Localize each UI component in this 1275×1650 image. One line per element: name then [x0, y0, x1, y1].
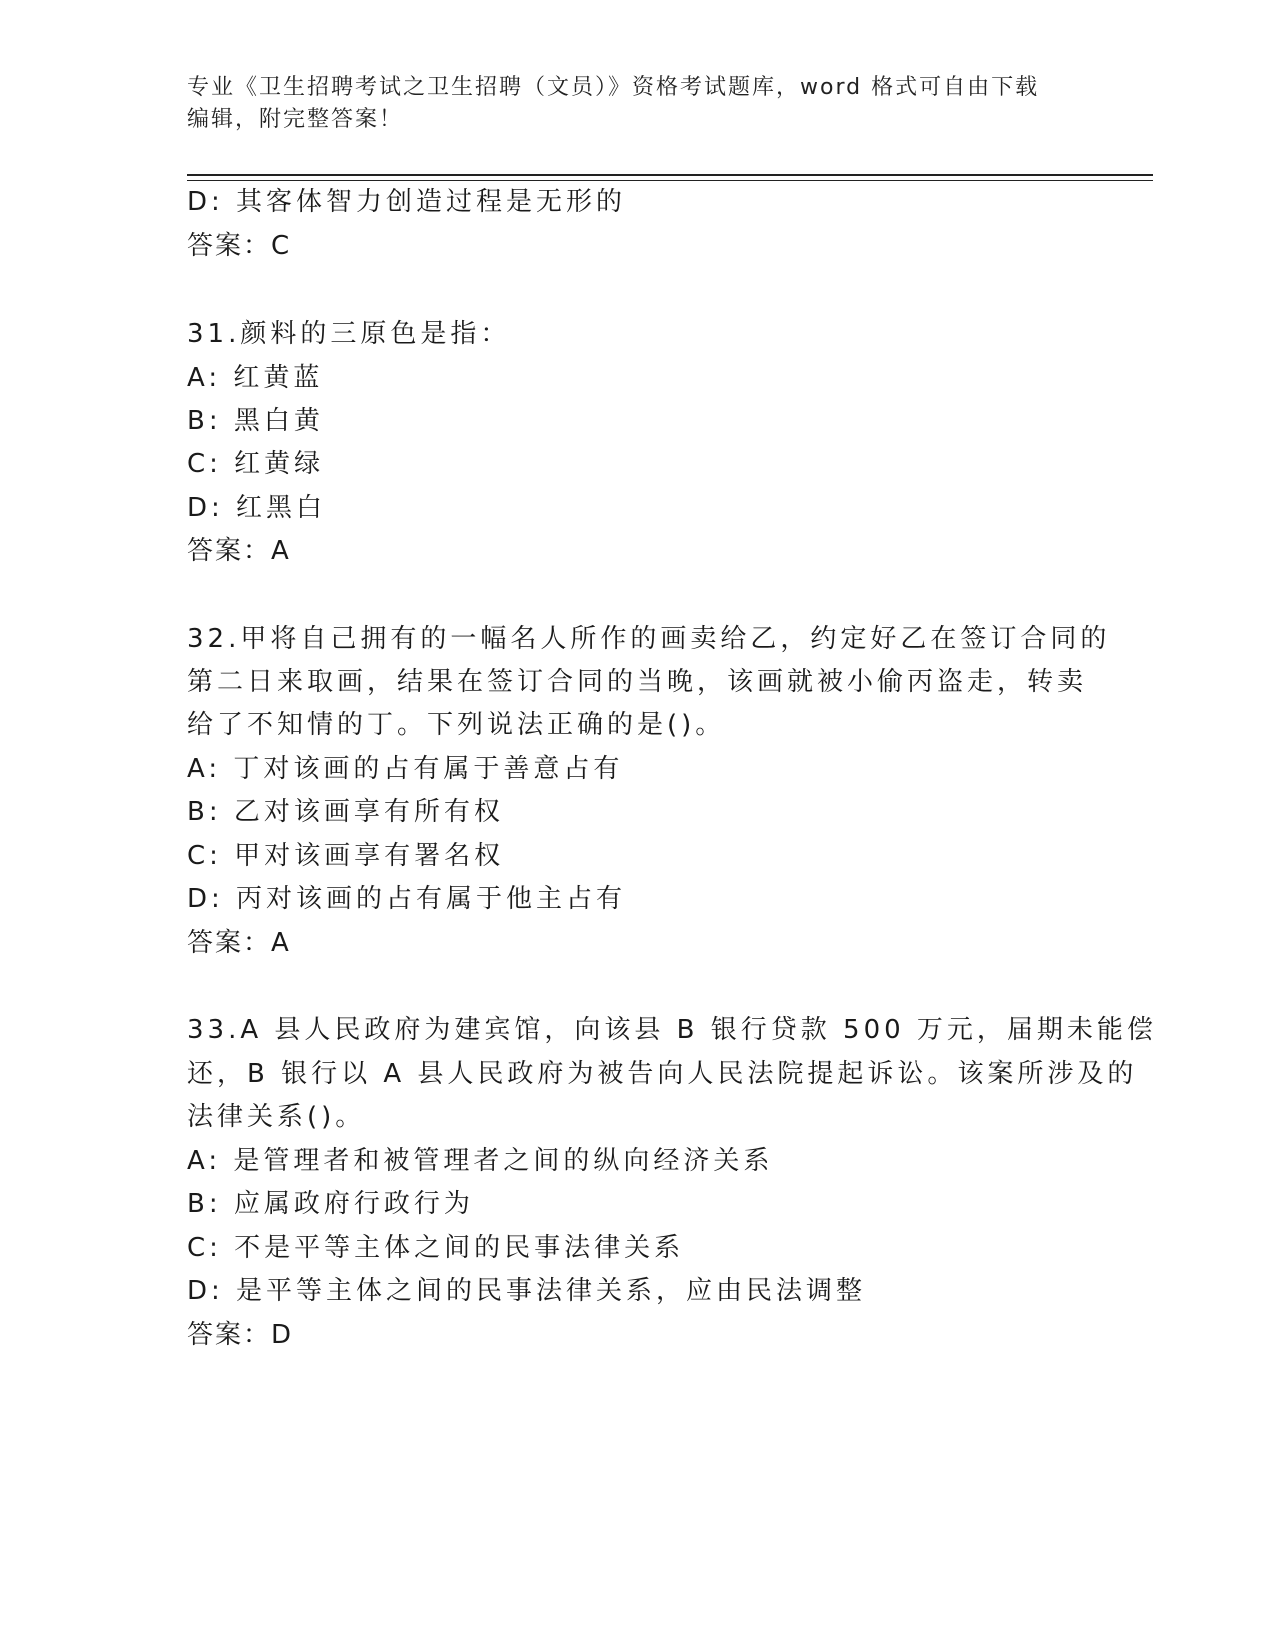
- header-line-2: 编辑，附完整答案！: [187, 107, 404, 132]
- q32-answer: 答案：A: [187, 928, 291, 958]
- prev-answer: 答案：C: [187, 231, 292, 261]
- header-line-1: 专业《卫生招聘考试之卫生招聘（文员）》资格考试题库，word 格式可自由下载: [187, 75, 1040, 100]
- document-header: [187, 72, 1067, 136]
- q31-answer: 答案：A: [187, 536, 291, 566]
- q31-stem: 31.颜料的三原色是指：: [187, 319, 511, 349]
- q33-stem-line-3: 法律关系()。: [187, 1102, 366, 1132]
- q31-option-b: B: 黑白黄: [187, 406, 324, 436]
- q33-option-c: C: 不是平等主体之间的民事法律关系: [187, 1233, 685, 1263]
- q33-answer: 答案：D: [187, 1320, 294, 1350]
- q32-stem-line-1: 32.甲将自己拥有的一幅名人所作的画卖给乙，约定好乙在签订合同的: [187, 624, 1111, 654]
- q31-option-c: C: 红黄绿: [187, 449, 325, 479]
- q33-stem-line-1: 33.A 县人民政府为建宾馆，向该县 B 银行贷款 500 万元，届期未能偿: [187, 1015, 1157, 1045]
- q32-stem-line-3: 给了不知情的丁。下列说法正确的是()。: [187, 710, 726, 740]
- q31-option-a: A: 红黄蓝: [187, 363, 324, 393]
- q31-option-d: D: 红黑白: [187, 493, 327, 523]
- header-divider-thin: [187, 180, 1153, 181]
- header-divider-thick: [187, 174, 1153, 176]
- q33-stem-line-2: 还，B 银行以 A 县人民政府为被告向人民法院提起诉讼。该案所涉及的: [187, 1059, 1138, 1089]
- q32-stem-line-2: 第二日来取画，结果在签订合同的当晚，该画就被小偷丙盗走，转卖: [187, 667, 1088, 697]
- q33-option-b: B: 应属政府行政行为: [187, 1189, 474, 1219]
- prev-option-d: D: 其客体智力创造过程是无形的: [187, 187, 627, 217]
- q32-option-a: A: 丁对该画的占有属于善意占有: [187, 754, 624, 784]
- q33-option-a: A: 是管理者和被管理者之间的纵向经济关系: [187, 1146, 774, 1176]
- q33-option-d: D: 是平等主体之间的民事法律关系，应由民法调整: [187, 1276, 867, 1306]
- q32-option-c: C: 甲对该画享有署名权: [187, 841, 505, 871]
- q32-option-d: D: 丙对该画的占有属于他主占有: [187, 884, 627, 914]
- q32-option-b: B: 乙对该画享有所有权: [187, 797, 504, 827]
